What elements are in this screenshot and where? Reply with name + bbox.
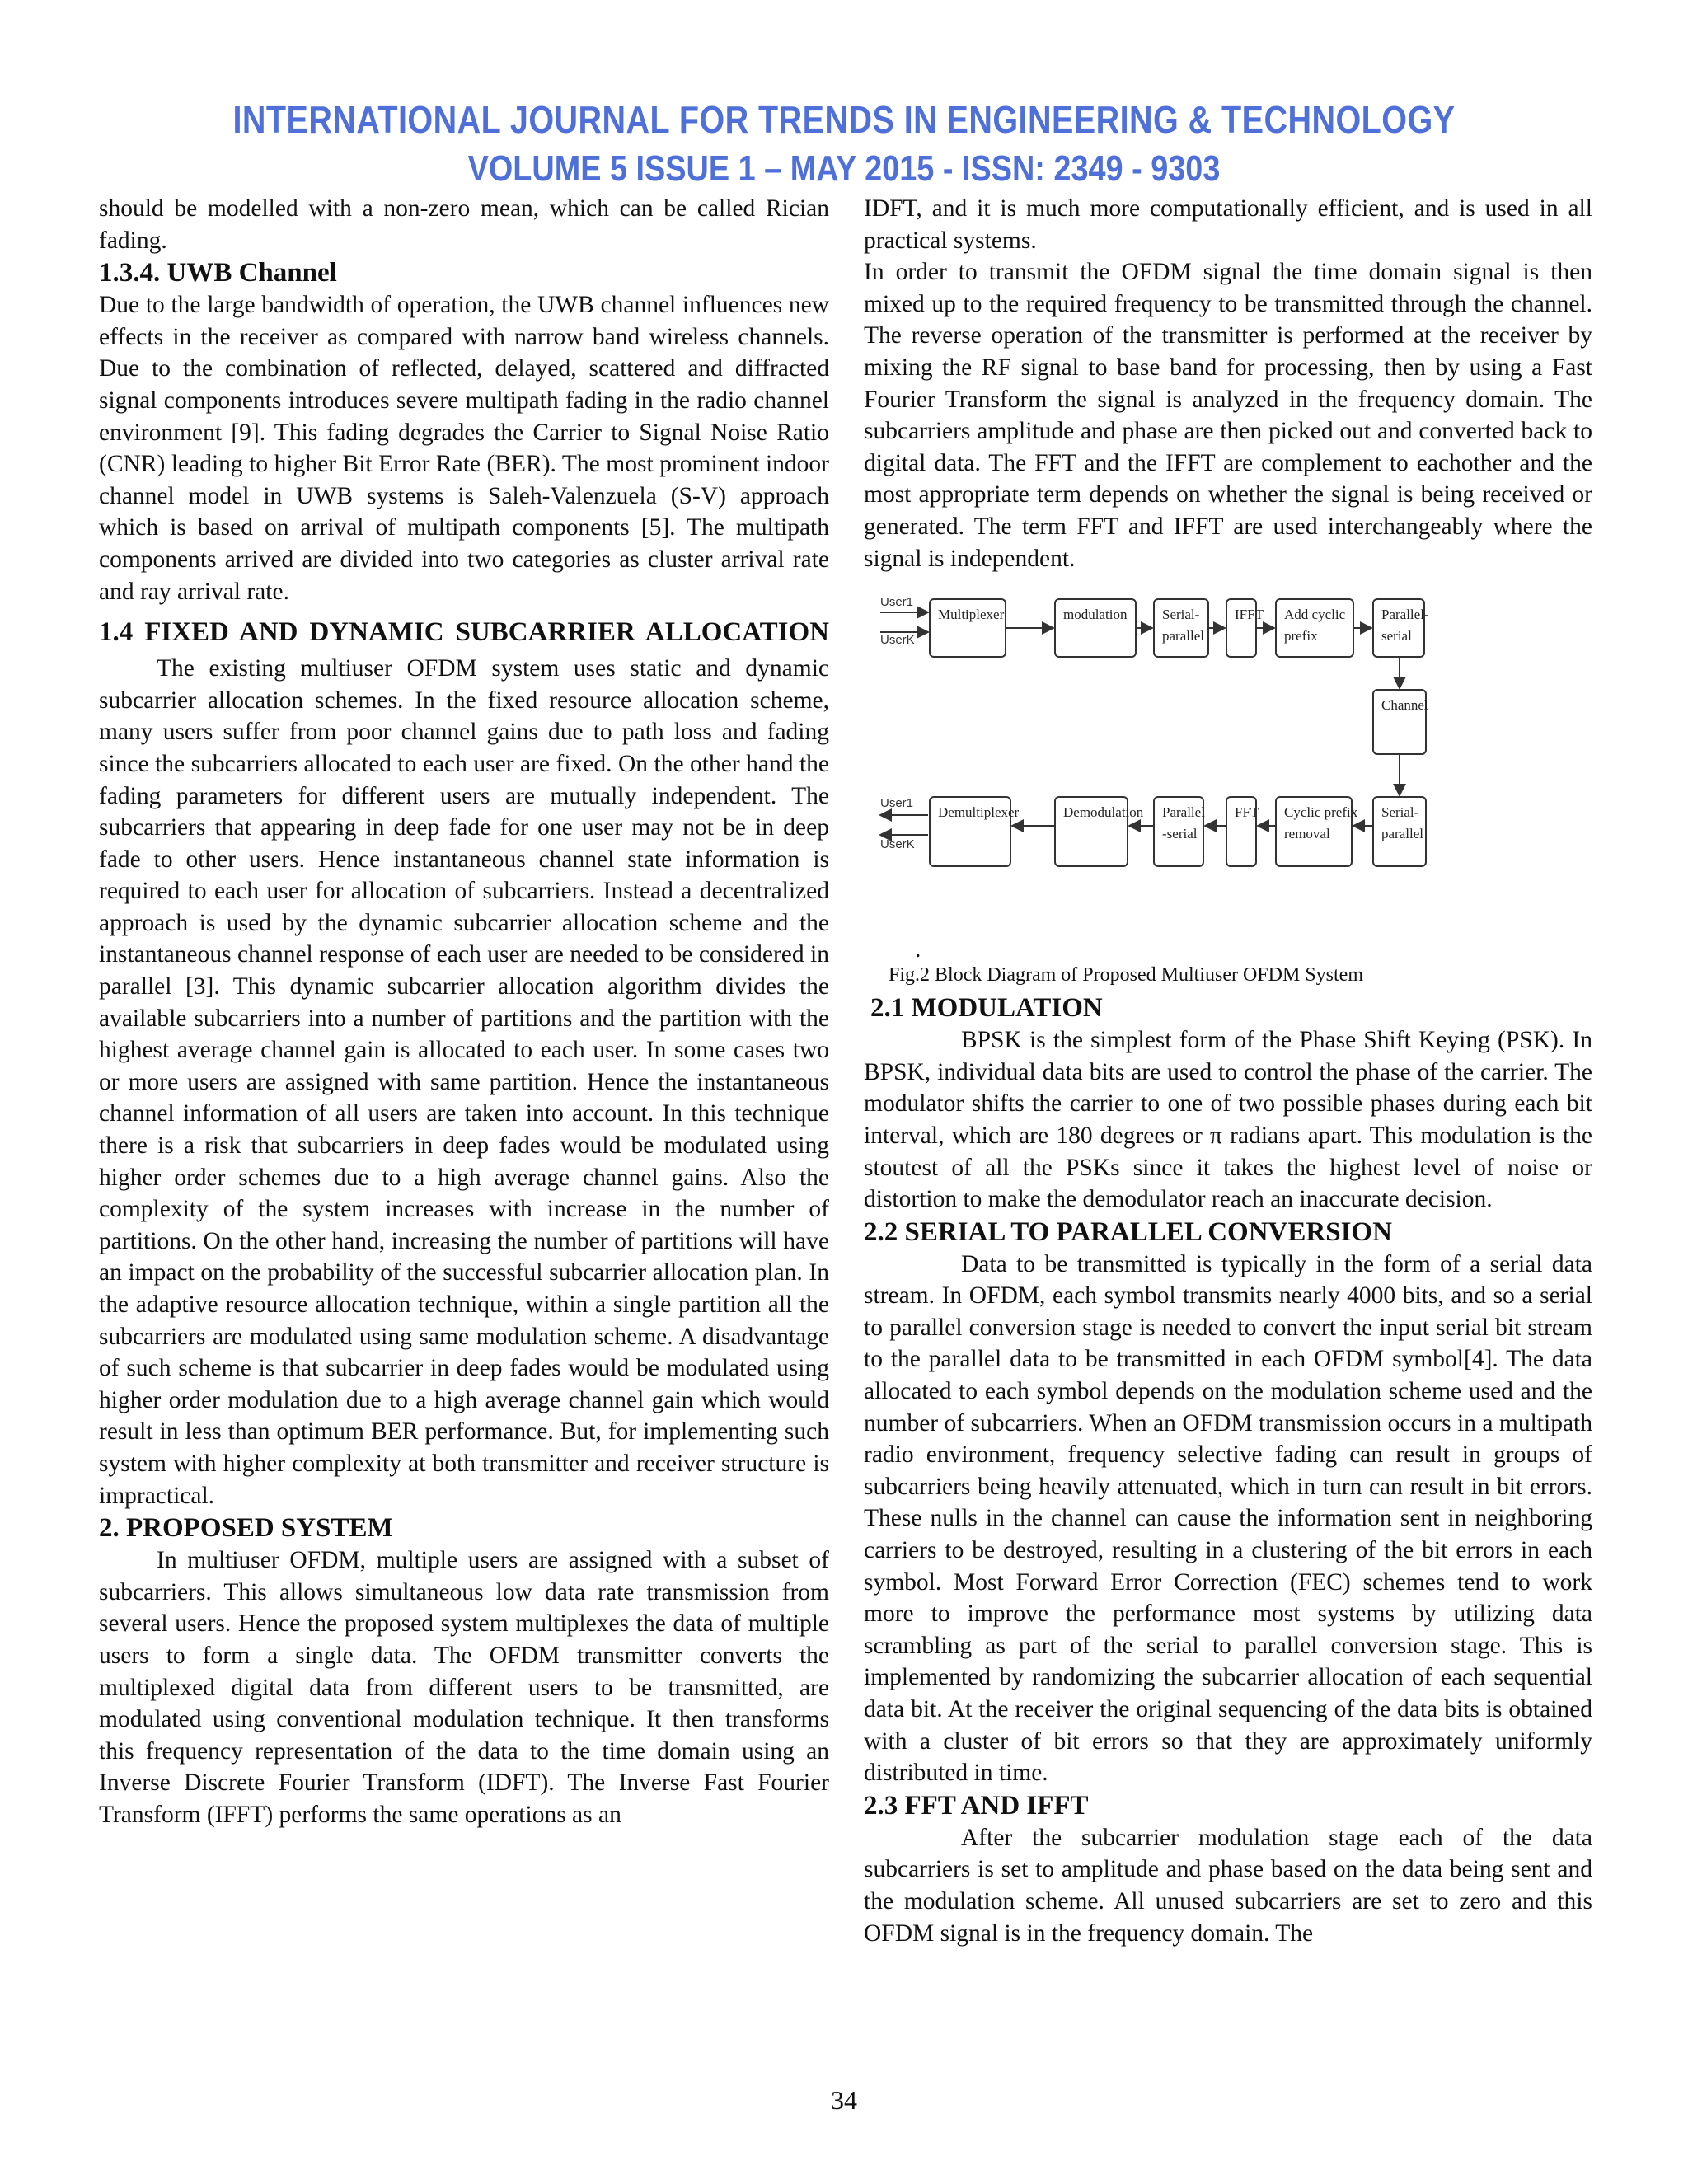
channel-block xyxy=(1373,690,1428,754)
paragraph: The existing multiuser OFDM system uses static and dynamic subcarrier allocation schemes. In the fixed resource allocation scheme, many users suffer from poor channel gains due to path loss and fading since the subcarriers allocated to each user are fixed. On the other hand the fading parameters for different users are mutually independent. The subcarriers that appearing in deep fade for one user may not be in deep fade to other users. Hence instantaneous channel state information is required to each user for allocation of subcarriers. Instead a decentralized approach is used by the dynamic subcarrier allocation scheme and the instantaneous channel response of each user are needed to be considered in parallel [3]. This dynamic subcarrier allocation algorithm divides the available subcarriers into a number of partitions and the partition with the highest average channel gain is allocated to each user. In some cases two or more users are assigned with same partition. Hence the instantaneous channel information of all users are taken into account. In this technique there is a risk that subcarriers in deep fades would be modulated using higher order schemes due to a high average channel gains. Also the complexity of the system increases with increase in the number of partitions. On the other hand, increasing the number of partitions will have an impact on the probability of the successful subcarrier allocation plan. In the adaptive resource allocation technique, within a single partition all the subcarriers are modulated using same modulation scheme. A disadvantage of such scheme is that subcarrier in deep fades would be modulated using higher order modulation due to a high average channel gain which would result in less than optimum BER performance. But, for implementing such system with higher complexity at both transmitter and receiver structure is impractical. xyxy=(99,655,829,1509)
section-heading: 2.2 SERIAL TO PARALLEL CONVERSION xyxy=(864,1216,1392,1247)
section-heading: 2.3 FFT AND IFFT xyxy=(864,1790,1089,1821)
svg-text:Add cyclic: Add cyclic xyxy=(1284,607,1346,623)
section-heading: 2.1 MODULATION xyxy=(870,993,1103,1024)
ofdm-block-diagram xyxy=(864,591,1592,937)
journal-title: INTERNATIONAL JOURNAL FOR TRENDS IN ENGINEERING & TECHNOLOGY xyxy=(232,98,1456,141)
tx-block xyxy=(1055,599,1136,657)
svg-text:removal: removal xyxy=(1284,826,1330,842)
userk-output-label: UserK xyxy=(880,837,915,852)
svg-text:Parallel-: Parallel- xyxy=(1381,607,1429,623)
rx-block xyxy=(1373,797,1426,866)
left-column xyxy=(99,193,829,1831)
paragraph: Data to be transmitted is typically in the form of a serial data stream. In OFDM, each symbol transmits nearly 4000 bits, and so a serial to parallel conversion stage is needed to convert the input serial bit stream to the parallel data to be transmitted in each OFDM symbol[4]. The data allocated to each symbol depends on the modulation scheme used and the number of subcarriers. When an OFDM transmission occurs in a multipath radio environment, frequency selective fading can result in groups of subcarriers being heavily attenuated, which in turn can result in bit errors. These nulls in the channel can cause the information sent in neighboring carriers to be destroyed, resulting in a clustering of the bit errors in each symbol. Most Forward Error Correction (FEC) schemes tend to work more to improve the performance most systems by utilizing data scrambling as part of the serial to parallel conversion stage. This is implemented by randomizing the subcarrier allocation of each sequential data bit. At the receiver the original sequencing of the data bits is obtained with a cluster of bit errors so that they are approximately uniformly distributed in time. xyxy=(864,1250,1592,1787)
paragraph: IDFT, and it is much more computationally efficient, and is used in all practical systems. xyxy=(864,195,1592,254)
svg-text:Cyclic prefix: Cyclic prefix xyxy=(1284,804,1358,821)
right-column xyxy=(864,193,1592,1949)
userk-label: UserK xyxy=(880,633,915,648)
paragraph: should be modelled with a non-zero mean, which can be called Rician fading. xyxy=(99,195,829,254)
svg-text:Demodulation: Demodulation xyxy=(1063,804,1144,821)
paragraph: Due to the large bandwidth of operation, the UWB channel influences new effects in the receiver as compared with narrow band wireless channels. Due to the combination of reflected, delayed, scattered and diffracted signal components introduces severe multipath fading in the radio channel environment [9]. This fading degrades the Carrier to Signal Noise Ratio (CNR) leading to higher Bit Error Rate (BER). The most prominent indoor channel model in UWB systems is Saleh-Valenzuela (S-V) approach which is based on arrival of multipath components [5]. The multipath components arrived are divided into two categories as cluster arrival rate and ray arrival rate. xyxy=(99,292,829,605)
block-diagram-figure xyxy=(864,591,1592,937)
svg-text:serial: serial xyxy=(1381,628,1412,644)
section-heading: 1.3.4. UWB Channel xyxy=(99,258,337,288)
tx-block xyxy=(930,599,1006,657)
figure-caption: Fig.2 Block Diagram of Proposed Multiuser OFDM System xyxy=(889,964,1363,987)
rx-block xyxy=(1276,797,1358,866)
paragraph: In multiuser OFDM, multiple users are assigned with a subset of subcarriers. This allows simultaneous low data rate transmission from several users. Hence the proposed system multiplexes the data of multiple users to form a single data. The OFDM transmitter converts the multiplexed digital data from different users to be transmitted, are modulated using conventional modulation technique. It then transforms this frequency representation of the data to the time domain using an Inverse Discrete Fourier Transform (IDFT). The Inverse Fast Fourier Transform (IFFT) performs the same operations as an xyxy=(99,1547,829,1828)
svg-text:parallel: parallel xyxy=(1381,826,1423,842)
svg-text:Multiplexer: Multiplexer xyxy=(938,607,1005,623)
journal-volume: VOLUME 5 ISSUE 1 – MAY 2015 - ISSN: 2349 - 9303 xyxy=(467,148,1221,189)
section-heading: 1.4 FIXED AND DYNAMIC SUBCARRIER ALLOCATION xyxy=(99,617,829,648)
tx-block xyxy=(1154,599,1208,657)
svg-text:Serial-: Serial- xyxy=(1381,804,1419,821)
svg-text:Demultiplexer: Demultiplexer xyxy=(938,804,1020,821)
tx-block xyxy=(1373,599,1429,657)
svg-text:Parallel: Parallel xyxy=(1162,804,1205,821)
paragraph: BPSK is the simplest form of the Phase Shift Keying (PSK). In BPSK, individual data bits are used to control the phase of the carrier. The modulator shifts the carrier to one of two possible phases during each bit interval, which are 180 degrees or π radians apart. This modulation is the stoutest of all the PSKs since it takes the highest level of noise or distortion to make the demodulator reach an inaccurate decision. xyxy=(864,1027,1592,1213)
user1-label: User1 xyxy=(880,595,914,610)
rx-block xyxy=(1055,797,1144,866)
svg-text:Serial-: Serial- xyxy=(1162,607,1200,623)
svg-text:FFT: FFT xyxy=(1235,804,1259,821)
rx-block xyxy=(930,797,1020,866)
paragraph: After the subcarrier modulation stage each of the data subcarriers is set to amplitude and phase based on the data being sent and the modulation scheme. All unused subcarriers are set to zero and this OFDM signal is in the frequency domain. The xyxy=(864,1824,1592,1947)
tx-block xyxy=(1276,599,1353,657)
svg-text:parallel: parallel xyxy=(1162,628,1204,644)
rx-block xyxy=(1154,797,1205,866)
svg-text:modulation: modulation xyxy=(1063,607,1128,623)
svg-text:-serial: -serial xyxy=(1162,826,1198,842)
svg-text:IFFT: IFFT xyxy=(1235,607,1264,623)
page-number: 34 xyxy=(831,2085,857,2115)
user1-output-label: User1 xyxy=(880,796,914,811)
figure-dot: . xyxy=(915,936,921,963)
svg-text:prefix: prefix xyxy=(1284,628,1318,644)
paragraph: In order to transmit the OFDM signal the time domain signal is then mixed up to the required frequency to be transmitted through the channel. The reverse operation of the transmitter is performed at the receiver by mixing the RF signal to base band for processing, then by using a Fast Fourier Transform the signal is analyzed in the frequency domain. The subcarriers amplitude and phase are then picked out and converted back to digital data. The FFT and the IFFT are complement to eachother and the most appropriate term depends on whether the signal is being received or generated. The term FFT and IFFT are used interchangeably where the signal is independent. xyxy=(864,259,1592,572)
svg-text:Channel: Channel xyxy=(1381,697,1428,714)
rx-block xyxy=(1226,797,1259,866)
section-heading: 2. PROPOSED SYSTEM xyxy=(99,1513,393,1544)
